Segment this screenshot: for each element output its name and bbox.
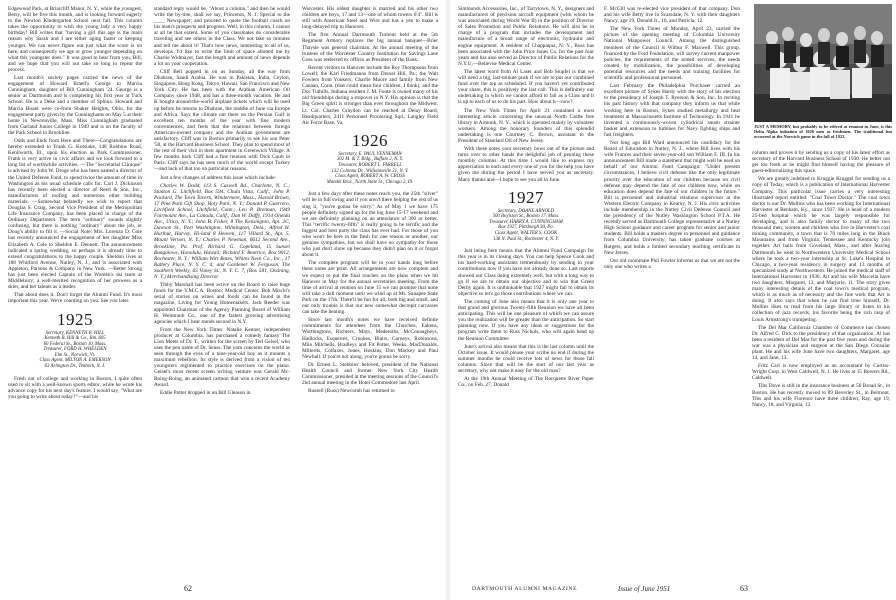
class-officer-line: 302 M. & T. Bldg., Buffalo 2, N. Y. <box>336 157 404 163</box>
reunion-photo <box>754 4 892 122</box>
photo-caption: JUST A MEMORY, but probably to be relived at reunion in June, is this Delta Alpha initiation of 1926 men as freshmen. The traditional fun occurred at the Norwich game in the fall of 1922. <box>754 124 892 140</box>
paragraph: The latest word from Al Laser and Bob Stupfel is that we will need a big, last-minute push if we are to put our combined fund over the top as scheduled. If you haven't yet contributed your share, this is positively the last call. This is definitely our undertaking in which we cannot afford to fall as a Class and it is up to each of us to do his part. How about it—now? <box>458 68 594 106</box>
paragraph: Last February the Philadelphia Purchaser carried an excellent picture of Sykes Hardy with the story of his election to the presidency of Joseph T. Ryerson & Son, Inc. In reciting his past history with that company they inform us that while working here in Boston, Sykes studied metallurgy and heat treatment at Massachusetts Institute of Technology. In 1941 he invented a continuously-woven cylindrical steam strainer basket and extension to turbines for Navy fighting ships and fast freighters. <box>604 83 740 138</box>
class-year: 1925 <box>57 309 93 329</box>
paragraph: June's arrival also means that this is the last column until the October issue. It would please your scribe no end if during the summer months he could receive lots of news for those fall columns. Since that will be the start of our last year as secretary, why not make it easy for the old man? <box>458 343 594 374</box>
paragraph: Dr. Ernest L. Stebbins' beloved, president of the National Health Council and former New York City Health Commissioner, presided at the meeting sessions of the Council's 2nd annual meeting in the Hotel Commodore last April. <box>302 361 438 387</box>
paragraph: The Del Mar California Chamber of Commerce has chosen Dr. Alfred C. Dick to the presidency of that organization. Al has been a resident of Del Mar for the past five years and during the war was a physician and surgeon at the San Diego Consular plant. He and his wife June have two daughters, Margaret, age 14, and Jane, 13. <box>752 324 890 362</box>
paragraph: Recent visitors to Hanover include the Roy Thompsons from Lowell; the Karl Friedmanns from Drexel Hill, Pa.; the Walt Fowlers from Yonkers; Charlie Moore and family from New Canaan, Conn. (that could mean four children, I think); and the Doc Tuthills, Indiana resident J. M. Foote is owned many of his old friendships during a stopover in N.Y. His opinion is that the Big Green spirit is stronger than ever throughout the Midwest. Lt. Col. Charles Graydon can be reached at Delay Board, Headquarters, 2411 Personnel Processing Sqd., Langley Field Air Force Base, Va. <box>302 64 438 126</box>
class-officer-line: Treasurer, HARRY A. CUNNINGHAM <box>489 219 563 225</box>
right-page <box>450 0 896 600</box>
left-column-2 <box>154 6 290 576</box>
left-column-3 <box>302 6 438 576</box>
paragraph: Edgewood Park, at Briarcliff Manor, N. Y., while the youngest, Betsy, will be five this month, and is looking forward eagerly to the Newton Kindergarten School next fall. This column takes the opportunity to wish the young lady a very happy birthday! Bill writes that "having a girl this age is the main reason why Sarah and I are either aging faster or keeping younger. We can never figure out just what the score is on here, and consequently we age or grow younger depending on what this youngster does." It was good to hear from you, Bill, and we hope that you will not take so long to repeat the process. <box>8 6 142 73</box>
class-officer-line: Kenneth B. Hill & Co., Rm. 605 <box>44 336 106 342</box>
left-column-1 <box>8 6 142 576</box>
paragraph: Fresh out of college and working in Boston, I quite often used to sit with a well-known sports editor, while he wrote his advance copy for his next day's feature. I would say, "What are you going to write about today?"—and his <box>8 375 142 400</box>
class-heading-1925 <box>8 311 142 370</box>
class-officer-line: 60 Federal St., Boston 10, Mass. <box>43 341 107 347</box>
issue-line: Issue of June 1951 <box>618 585 671 593</box>
paragraph: column and proves it by sending us a copy of his latest effort as secretary of the Harvard Business School of 1930. He better not get too fresh or he might find himself having the pleasure of guest-editorializing this space. <box>752 150 890 175</box>
paragraph: At the 19th Annual Meeting of The Racquette River Paper Co., on Feb. 27, Donald <box>458 376 594 389</box>
paragraph: Since last month's notes we have received definite commitments for attendees from the Churches, Eakens, Worthingtons, Richters, Mays, Mederoths, McConaugheys, Hadlocks, Esquerres, Crookes, Blairs, Garneys, Robinsons, Milo Mitchells, Bradleys and Fit Potter, Weeks, MacDonalds, Millerits, Colfaxes, Jones, Hoskins, Don Mackey and Paul Newhall. If you're not along, you're gonna be sorry. <box>302 317 438 360</box>
paragraph: The New York Times for April 21 contained a most interesting article concerning the unusual North Castle free library in Armonk, N. Y., which is operated mainly by volunteer workers. Among the honorary founders of this splendid undertaking is one Courtney C. Brown, assistant to the President of Standard Oil of New Jersey. <box>458 107 594 144</box>
paragraph: Odds and Ends from Here and There—Congratulations are hereby extended to Frank G. Kotsiake, 148 Robbins Road, Kenilworth, Ill., upon his election as Park Commissioner. Frank is very active in civic affairs and we look forward to a long list of worthwhile activities. —The "Secretarial Clinique" is advised by John W. Droge who has been named a director of the United Defense Fund, to spend twice the amount of time in Washington as his usual schedule calls for. Carl J. Dickinson has recently been elected a director of Reed & Son, Inc., manufacturers of roofing and numerous other building materials. —Somewhat belatedly we wish to report that Douglas S. Craig, Second Vice President of the Metropolitan Life Insurance Company, has been placed in charge of the Ordinary Department. The term "ordinary" sounds slightly confusing, but there is nothing "ordinary" about the job, or Doug's ability to fill it. —Social Note: Mrs. Lorenzo D. Cole has recently announced the engagement of her daughter Miss Elizabeth A. Cole to Sheldon E. Dennett. The announcement indicated a spring wedding, so perhaps it is already time to extend congratulations to the happy couple. Sheldon lives at 188 Whitford Avenue, Nutley, N. J., and is associated with Appleton, Parsons & Company in New York. —Better Strong has just been elected Captain of the Women's ski team at Middlebury; a well-merited recognition of her prowess as a skier, and her talents as a leader. <box>8 137 142 291</box>
class-officer-line: Secretary, DOANE ARNOLD <box>497 208 555 214</box>
paragraph: Tibby Marshall has been active on the Board to raise huge funds for the Y.M.C.A. Boston; Medical Center. Bob Mischi's serial of stories on wines and foods can be found in the magazine, Living for Young Homemakers. Jack Reeder was appointed Chairman of the Agency Planning Board of William H. Weintraub Co., one of the fastest growing advertising agencies which I hear stands second in N.Y. <box>154 282 290 325</box>
class-officer-line: Treasurer, FORD H. WHELDEN <box>43 347 107 353</box>
class-year: 1926 <box>352 130 388 150</box>
class-officer-line: Class Agent, MILTON A. EMERSON <box>39 358 111 364</box>
paragraph: Russell (Russ) Newcomb has returned to <box>308 388 395 395</box>
class-officer-line: Class Agent, ROBERT A. W. CROSS <box>335 174 405 180</box>
paragraph: Our old roommate Phil Fowler informs us that we are not the only one who writes a <box>604 257 740 270</box>
paragraph: standard reply would be, "About a column," and then he would write the by-line, shall we say, Princeton, N. J. Special to the ____ Newspaper; and proceed to quote the football coach on his team's prospects and progress. Well, in this column, I cannot at all be that extent. Some of you classmates do considerable traveling and see others in the Class. We not take so minutes and tell me about it! That's how news, interesting to all of us, develops. I'd like to write the limit of space allotted me by Charlie Widmayer, fast the length and amount of news depends a lot on your cooperation. <box>154 6 290 67</box>
class-officer-line: 132 Colonna Dr., Williamsville 21, N. Y. <box>331 168 409 174</box>
paragraph: Fritz Carl is now employed as an accountant by Curtiss-Wright Corp. in West Caldwell, N. J. He lives at 15 Bowers Rd., Caldwell. <box>752 363 890 382</box>
paragraph: Cliff Bell popped in on us Sunday, all the way from Dhahran, Saudi Arabia. He was in Pakistan, India, Ceylon, Singapore, Hong Kong, Tokyo, Hawaii, San Francisco and New York City. He has been with the Arabian American Oil Company since 1948, and has a three-month vacation. He and K bought around-the-world airplane tickets which will be used up before he returns to Dhahran, the middle of June via Europe and Africa. Says the climate out there on the Persian Gulf is excellent ten months of the year with fine modern conveniences, and feels that the relations between foreign American-owned company and the Arabian government are satisfactory. Cliff was in Boston primarily to see his son Peter '50, at the Harvard Business School. They plan to spend most of the rest of their visit in their apartment in Greenwich Village. A few months back Cliff had a fine reunion with Dick Gault in Paris. Cliff says he has seen much of the world except Turkey—and luck of that too on particular reasons. <box>154 68 290 173</box>
paragraph: From the New York Times: Natalie Kenner, independent producer at Columbia, has purchased a comedy fantasy The Lion Meets of Dr. T., written for the screen by Ted Geisel, who uses the pen name of Dr. Seuss. The yarn concerns the world as seen through the eyes of a nine-year-old boy as it mounts a maximum rebellion. Its style is derived from a vision of ten youngsters regimented to practice exercises on the piano. Geisel's most recent screen writing venture was Gerald Mc-Boing-Boing, an animated cartoon that won a recent Academy Award. <box>154 326 290 388</box>
paragraph: Just a few days after these notes reach you, the 25th "silver" will be in full swing and if you aren't there helping the rest of us sing it, "you're gonna be sorry." As of May 1 we have 175 people definitely signed up for the big June 15-17 weekend and we are definitely planning on an attendance of 300 or better. This "terrific twenty-fifth" is really going to be terrific and the biggest and best party the class has ever had. For those of you who won't be here in the flesh for one reason or another, our genuine sympathies, but we shall have no sympathy for those who just don't show up because they didn't plan on it or forgot about it. <box>302 191 438 259</box>
right-column-1 <box>458 6 594 576</box>
paragraph: F. McGill was re-elected vice president of that company. Don and his wife Betty live in Scarsdale, N. Y. with their daughters Nancy, age 19, Donald Jr., 16, and Patricia, 12. <box>604 6 740 25</box>
left-page <box>0 0 446 600</box>
paragraph: With these notes your secretary bows out of the picture and turns over to other hands the delightful job of penning these monthly columns. At this time I would like to express my appreciation to each and every one of you for the help you have given me during the period I have served you as secretary. Many thanks and—I hope to see you all in June. <box>458 146 594 183</box>
class-officer-line: Elm St., Norwich, Vt. <box>54 352 96 358</box>
paragraph: Just being here means that the Alumni Fund Campaign for this year is in its closing days. You can help Spence Cook and his hard-working assistants tremendously by sending in your contributions now if you have not already done so. Last reports showed our Class doing extremely well, but with a long way to go if we are to obtain our objective and to win that Green Derby again. It is unthinkable that 1927 might fail to obtain its objective so let's go those contributions where we can. <box>458 248 594 297</box>
class-officer-line: 500 Boylston St., Boston 17, Mass. <box>492 214 560 220</box>
paragraph: Just a few changes of address this issue which include: <box>160 174 277 181</box>
paragraph: The New York Times of Monday, April 23, carried the picture of the opening meeting of Columbia University National Manpower Council. Among the distinguished members of the Council is Wilbur F. Maxwell. This group, financed by the Ford Foundation, will survey current manpower policies, the requirements of the armed services, the needs created by mobilization, the possibilities of developing potential resources and the needs and training facilities for scientific and professional personnel. <box>604 26 740 82</box>
paragraph: The coming of June also means that it is only one year to that grand and glorious Twenty-fifth Reunion we have all been anticipating. This will be one pleasure of which we can assure you the realization will be greater than the anticipation. So start planning now. If you have any ideas or suggestions for the program write them to Russ Nichols, who will again head up the Reunion Committee. <box>458 298 594 342</box>
paragraph: That about does it. Don't forget the Alumni Fund. It's most important this year. We're counting on you. See you later. <box>8 292 142 305</box>
class-heading-1926 <box>302 132 438 186</box>
class-officer-line: 138 N. Paul St., Rochester 4, N. Y. <box>493 236 559 242</box>
paragraph: Last month's society pages carried the news of the engagement of Howard Braell's George to Marcia Cunningham, daughter of Bill Cunningham '24. George is a senior at Dartmouth and is completing his first year at Tuck School. He is a Deke and a member of Sphinx. Howard and Marcia Bissel were co-from Shaker Heights, Ohio, for the engagement party given by the Cunninghams on May 5 at their home in Newtonville, Mass. Miss Cunningham graduated from Garland Junior College in 1949 and is on the faculty of the Park School in Brookline. <box>8 75 142 136</box>
paragraph: Eddie Potter dropped in on Bill Gleason in <box>160 389 251 396</box>
page-number: 62 <box>184 584 192 593</box>
right-column-3 <box>752 150 890 576</box>
class-year: 1927 <box>508 187 544 207</box>
running-head: DARTMOUTH ALUMNI MAGAZINE <box>472 586 578 592</box>
class-officer-line: Secretary, KENNETH B. HILL <box>45 330 105 336</box>
page-number: 63 <box>740 584 748 593</box>
paragraph: Tibs Dove is still in the insurance business at 50 Broad St., in Boston. He has recently moved to 89 Beverley St., in Belmont. Tibs and his wife Florence have three children, Ray, age 19, Nancy, 18, and Virginia, 12. <box>752 383 890 408</box>
group-photo-image <box>754 4 892 122</box>
right-column-2 <box>604 6 740 576</box>
class-heading-1927 <box>458 189 594 243</box>
paragraph: Simmonds Accessories, Inc., of Tarrytown, N. Y., designers and manufacturers of precision aircraft equipment (with whom he was associated during World War II) in the position of Director of Sales Promotion and Public Relations. He will also be in charge of a program that includes the development and manufacture of a broad range of electronic, hydraulic and engine equipment. A resident of Chappaqua, N. Y., Russ has been associated with the John Price Jones Co. for the past four years and has also served as Director of Public Relations for the N.Y.U.—Bellevue Medical Center. <box>458 6 594 67</box>
paragraph: Charles W. Dodd, 113 S. Caswell Rd., Charlotte, N. C.; Stanton G. Litchfield, Box 594, Chula Vista, Calif.; John P. Packard, The Town Tavern, Windermere, Mass.; Harold Brown, 17 Pine Park Gift Shop, Holy Park, N. Y.; Donald P. Guerrero, Litchfield School, Litchfield, Conn.; Leo P. Brennan, 1949 Fairmount Ave., La Canada, Calif.; Dan W. Duffy, 1914 Oneida Ave., Utica, N. Y.; John B. Fisher, 8 The Kensington, Apt. 2C, Dawson St., Port Washington, Wilmington, Dela.; Alfred H. Hurlbut, Harvey, Hi-land 8 Heaven, 117 Villard St., Apt. 5, Mount Vernon, N. Y.; Charles P. Newman, 6612 Second Ave., Brookline, Pa. Prof. Richard G. Copeland, 15 Sunset Bungalows, Honolulu, Hawaii; Richard F. Beatrice, Box 9012, Rochester, N. Y.; William Wirt Bates, Whites Neck Co., Inc., 17 Battery Place, N. Y. C. 4; and Gardener W. Ferguson, The Southern Weekly, 65 Voney St., N. Y. C. 7, (Box 581, Ossining, N. Y.) Merchandising Director. <box>154 182 290 281</box>
class-officer-line: Class Agent, WALTER S. COOK <box>494 231 558 236</box>
class-officer-line: Box 1927, Pittsburgh 30, Pa. <box>498 225 554 231</box>
class-officer-line: Mandel Bros., North State St., Chicago 2, Ill. <box>326 179 414 185</box>
class-officer-line: 63 Arlington Dr., Tenbeck, N. J. <box>44 364 106 370</box>
paragraph: We are greatly indebted to Kruggie Kruggel for sending us a copy of Today, which is a publication of International Harvester Company. This particular issue carries a very interesting illustrated report entitled: "Coal Town Doctor." The coal town doctor is our Dr. Mullins who has been working for International Harvester at Benham, Ky., since 1937. He is head of a modern 25-bed hospital which he was largely responsible for developing, and is also family doctor to many of the two thousand men, women and children who live in Harvester's coal mining community, a town that is 70 miles long in the Black Mountains and from Virginia, Tennessee and Kentucky join together. Art hails from Goveland, Mass., and after leaving Dartmouth he went to Northwestern University Medical School where he took a two-year internship at St. Luke's Hospital in Chicago, a two-year residency in surgery and 13 months of specialized study at Northwestern. He joined the medical staff of International Harvester in 1936. Art and his wife Marcella have two daughters, Margaret, 12, and Marjorie, 11. The story gives many interesting details of the coal town's medical program, which is as much as of necessity and the fine work that Art is doing. It also says that when he can find time himself, Dr. Mullins likes to read from his large library or listen to his collection of jazz records, his favorite being the rich rasp of Louis Armstrong's trumpeting. <box>752 176 890 323</box>
paragraph: The complete program will be in your hands long before these notes are print. All arrangements are now complete and we expect to put the final touches on the plans when we hit Hanover in May for the annual secretaries meeting. From the time of arrival at reunion on June 15 we can promise that none will take a dull moment until we wind up at Mt. Sunapee State Park on the 17th. There'll be fun for all, both big and small, and our only trouble is that our new somewhat decrepit carcasses can take the beating. <box>302 260 438 316</box>
paragraph: Worcester. His oldest daughter is married and his other two children are boys, 17 and 13—one of whom towers 6'4". Bill is still with American Steel and Wire and has a yen to make a long-delayed trip to Hanover. <box>302 6 438 31</box>
paragraph: Not long ago Bill Ward announced his candidacy for the Board of Education in Nutley, N. J., where Bill lives with his wife Frances and their seven-year-old son William F. III. In his announcement Bill made a statement that might well be used on behalf of our Alumni Fund Campaign: "Under present circumstances, I believe civil defense like the only legitimate priority over the education of our children because on civil defense may depend the fate of our children now, while on education does depend the fate of our children in the future." Bill is personnel and industrial relations supervisor at the Western Electric Company in Kearny, N. J. His civic activities include membership in the Nutley Civil Defense Council and the presidency of the Nutley Washington School P.T.A. He recently served as Dartmouth College representative at a Nutley High School guidance and career program for senior and junior students. Bill holds a masters degree in personnel and guidance from Columbia University, has taken graduate courses at Rutgers, and holds a limited secondary teaching certificate in New Jersey. <box>604 139 740 256</box>
paragraph: The first Annual Dartmouth Turnout held at the 5th Regiment Armory replaces the big annual banquet—Brier Thaysie was general chairman. At the annual meeting of the trustees of the Worcester Country Institution for Savings Lane Goss was reelected ex officio as President of the Bank. <box>302 32 438 63</box>
class-officer-line: Secretary, E. PAUL VENNEMAN <box>338 151 402 157</box>
class-officer-line: Treasurer, ROBERT L. FARRELL <box>338 162 402 168</box>
